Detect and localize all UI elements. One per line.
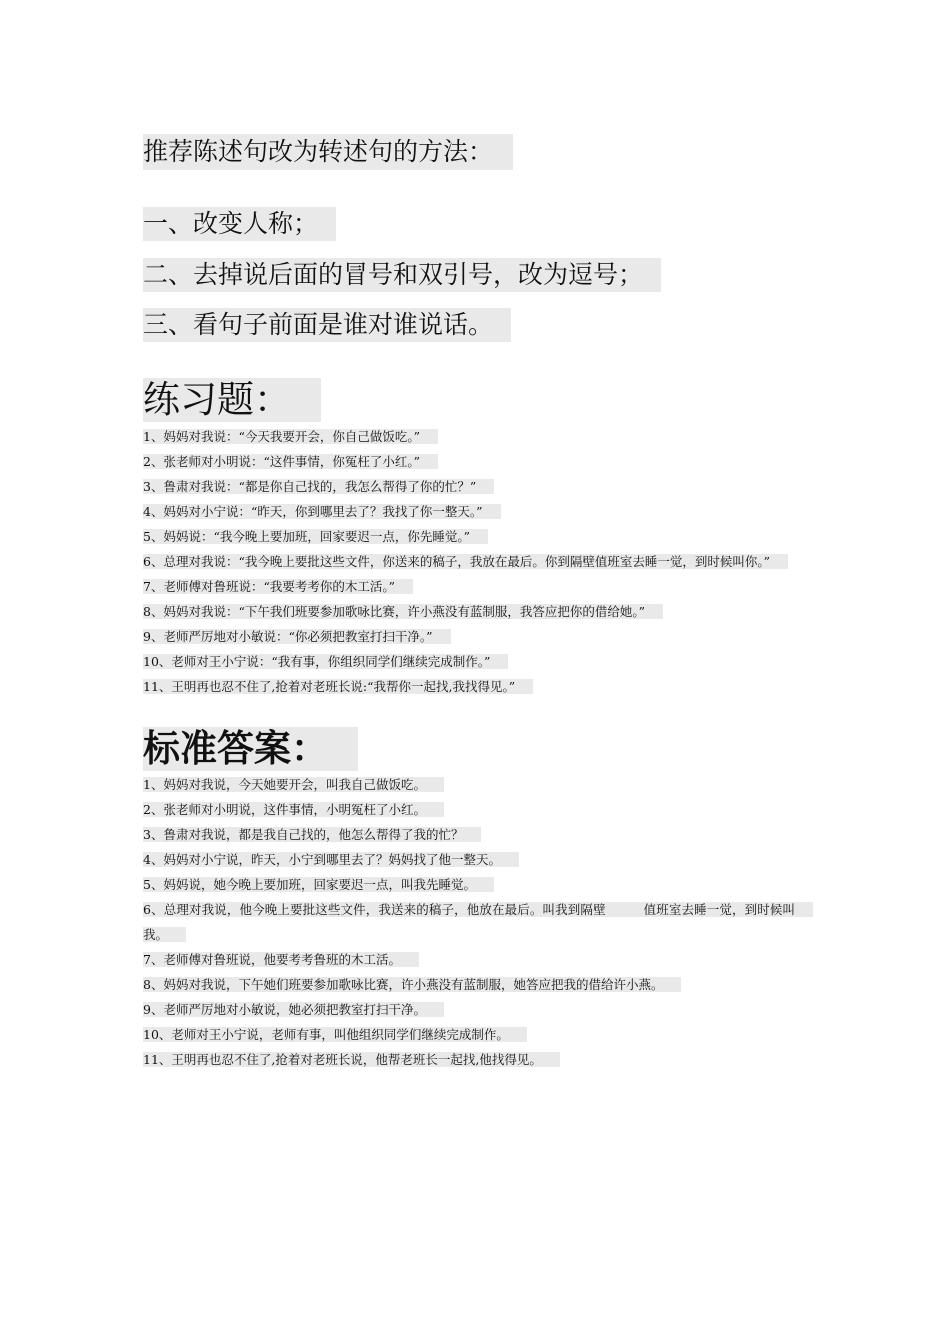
answer-item-text: 2、张老师对小明说，这件事情，小明冤枉了小红。 [143,802,444,817]
practice-item-6 [143,549,813,574]
answer-item-7 [143,947,813,972]
practice-item-7 [143,574,813,599]
answer-item-text: 11、王明再也忍不住了,抢着对老班长说，他帮老班长一起找,他找得见。 [143,1052,560,1067]
answers-heading: 标准答案： [143,727,358,771]
answer-item-11 [143,1047,813,1072]
answer-item-text: 4、妈妈对小宁说，昨天，小宁到哪里去了？妈妈找了他一整天。 [143,852,519,867]
practice-item-text: 10、老师对王小宁说：“我有事，你组织同学们继续完成制作。” [143,654,508,669]
intro-title: 推荐陈述句改为转述句的方法： [143,134,513,170]
answer-item-5 [143,872,813,897]
answer-item-9 [143,997,813,1022]
answer-item-3 [143,822,813,847]
answers-list [143,772,813,1072]
answer-item-text: 5、妈妈说，她今晚上要加班，回家要迟一点，叫我先睡觉。 [143,877,494,892]
practice-item-11 [143,674,813,699]
answer-item-6 [143,897,813,947]
practice-item-text: 2、张老师对小明说：“这件事情，你冤枉了小红。” [143,454,438,469]
answer-item-text: 7、老师傅对鲁班说，他要考考鲁班的木工活。 [143,952,419,967]
answer-item-4 [143,847,813,872]
practice-item-text: 5、妈妈说：“我今晚上要加班，回家要迟一点，你先睡觉。” [143,529,488,544]
practice-item-5 [143,524,813,549]
practice-item-9 [143,624,813,649]
answer-item-text: 3、鲁肃对我说，都是我自己找的，他怎么帮得了我的忙？ [143,827,481,842]
practice-item-3 [143,474,813,499]
practice-item-1 [143,424,813,449]
answer-item-8 [143,972,813,997]
answer-item-text: 10、老师对王小宁说，老师有事，叫他组织同学们继续完成制作。 [143,1027,527,1042]
practice-item-text: 11、王明再也忍不住了,抢着对老班长说:“我帮你一起找,我找得见。” [143,679,533,694]
practice-list [143,424,813,699]
practice-item-text: 6、总理对我说：“我今晚上要批这些文件，你送来的稿子，我放在最后。你到隔壁值班室去睡一觉，到时候叫你。” [143,554,788,569]
practice-item-8 [143,599,813,624]
answer-item-10 [143,1022,813,1047]
answer-item-text: 8、妈妈对我说，下午她们班要参加歌咏比赛，许小燕没有蓝制服，她答应把我的借给许小燕。 [143,977,681,992]
rule-change-person: 一、改变人称； [143,207,336,241]
practice-item-text: 1、妈妈对我说：“今天我要开会，你自己做饭吃。” [143,429,438,444]
answer-item-text: 6、总理对我说，他今晚上要批这些文件，我送来的稿子，他放在最后。叫我到隔壁 值班室去睡一觉，到时候叫我。 [143,902,813,942]
practice-item-10 [143,649,813,674]
rule-check-speaker: 三、看句子前面是谁对谁说话。 [143,308,511,342]
practice-item-text: 4、妈妈对小宁说：“昨天，你到哪里去了？我找了你一整天。” [143,504,501,519]
practice-item-text: 9、老师严厉地对小敏说：“你必须把教室打扫干净。” [143,629,451,644]
practice-item-4 [143,499,813,524]
rule-remove-quotes: 二、去掉说后面的冒号和双引号，改为逗号； [143,258,661,292]
answer-item-1 [143,772,813,797]
answer-item-text: 1、妈妈对我说，今天她要开会，叫我自己做饭吃。 [143,777,444,792]
answer-item-2 [143,797,813,822]
practice-item-2 [143,449,813,474]
answer-item-text: 9、老师严厉地对小敏说，她必须把教室打扫干净。 [143,1002,444,1017]
practice-heading: 练习题： [143,378,321,422]
practice-item-text: 7、老师傅对鲁班说：“我要考考你的木工活。” [143,579,413,594]
practice-item-text: 3、鲁肃对我说：“都是你自己找的，我怎么帮得了你的忙？” [143,479,494,494]
practice-item-text: 8、妈妈对我说：“下午我们班要参加歌咏比赛，许小燕没有蓝制服，我答应把你的借给她。” [143,604,663,619]
